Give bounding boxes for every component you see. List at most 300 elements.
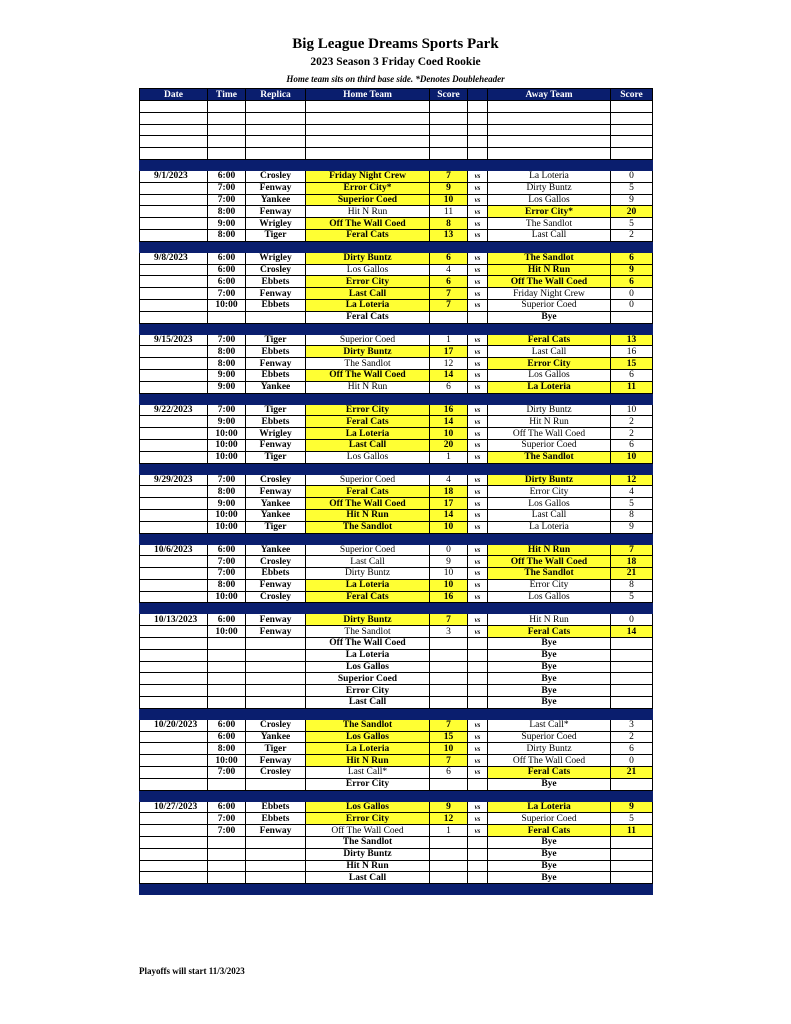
empty-cell: [140, 311, 208, 323]
empty-cell: [611, 638, 653, 650]
time-cell: 7:00: [208, 767, 246, 779]
bye-label-cell: Bye: [488, 848, 611, 860]
away-team-cell: Feral Cats: [488, 767, 611, 779]
home-score-cell: 6: [430, 276, 468, 288]
bye-team-cell: The Sandlot: [306, 837, 430, 849]
blank-cell: [468, 124, 488, 136]
date-cell: [140, 229, 208, 241]
away-team-cell: Hit N Run: [488, 264, 611, 276]
home-team-cell: Feral Cats: [306, 591, 430, 603]
game-row: [140, 755, 653, 767]
vs-cell: vs: [468, 743, 488, 755]
game-row: [140, 568, 653, 580]
date-cell: [140, 509, 208, 521]
game-row: [140, 825, 653, 837]
empty-cell: [430, 860, 468, 872]
separator-cell: [140, 463, 653, 474]
field-cell: Yankee: [246, 381, 306, 393]
empty-cell: [611, 661, 653, 673]
separator-cell: [140, 790, 653, 801]
away-score-cell: 2: [611, 428, 653, 440]
bye-row: [140, 649, 653, 661]
date-cell: [140, 813, 208, 825]
time-cell: 8:00: [208, 743, 246, 755]
home-score-cell: 1: [430, 825, 468, 837]
game-row: [140, 486, 653, 498]
away-team-cell: Feral Cats: [488, 334, 611, 346]
bye-label-cell: Bye: [488, 638, 611, 650]
home-score-cell: 6: [430, 381, 468, 393]
away-score-cell: 9: [611, 521, 653, 533]
home-score-cell: 7: [430, 719, 468, 731]
blank-cell: [140, 124, 208, 136]
schedule-table: [139, 88, 653, 895]
empty-cell: [468, 638, 488, 650]
bye-team-cell: Hit N Run: [306, 860, 430, 872]
vs-cell: vs: [468, 755, 488, 767]
empty-cell: [468, 673, 488, 685]
blank-cell: [488, 124, 611, 136]
field-cell: Fenway: [246, 206, 306, 218]
column-header-time: Time: [208, 89, 246, 101]
home-team-cell: La Loteria: [306, 579, 430, 591]
blank-cell: [140, 136, 208, 148]
vs-cell: vs: [468, 825, 488, 837]
empty-cell: [208, 778, 246, 790]
empty-cell: [140, 837, 208, 849]
home-score-cell: 6: [430, 252, 468, 264]
time-cell: 7:00: [208, 182, 246, 194]
field-cell: Tiger: [246, 521, 306, 533]
bye-row: [140, 661, 653, 673]
empty-cell: [430, 685, 468, 697]
time-cell: 6:00: [208, 544, 246, 556]
field-cell: Yankee: [246, 731, 306, 743]
time-cell: 9:00: [208, 218, 246, 230]
blank-cell: [246, 101, 306, 113]
home-score-cell: 14: [430, 509, 468, 521]
bye-row: [140, 848, 653, 860]
game-row: [140, 299, 653, 311]
home-score-cell: 10: [430, 428, 468, 440]
blank-cell: [430, 124, 468, 136]
away-score-cell: 6: [611, 369, 653, 381]
schedule-note: Home team sits on third base side. *Denotes Doubleheader: [286, 74, 505, 84]
blank-cell: [468, 136, 488, 148]
away-score-cell: 0: [611, 288, 653, 300]
vs-cell: vs: [468, 170, 488, 182]
empty-cell: [468, 685, 488, 697]
empty-cell: [246, 673, 306, 685]
away-score-cell: 12: [611, 474, 653, 486]
vs-cell: vs: [468, 486, 488, 498]
bye-team-cell: Error City: [306, 685, 430, 697]
date-cell: [140, 767, 208, 779]
home-team-cell: Los Gallos: [306, 451, 430, 463]
blank-row: [140, 136, 653, 148]
away-team-cell: Superior Coed: [488, 439, 611, 451]
blank-cell: [488, 148, 611, 160]
empty-cell: [468, 661, 488, 673]
away-score-cell: 4: [611, 486, 653, 498]
blank-cell: [611, 124, 653, 136]
vs-cell: vs: [468, 614, 488, 626]
bye-row: [140, 673, 653, 685]
bye-row: [140, 778, 653, 790]
home-score-cell: 7: [430, 170, 468, 182]
empty-cell: [430, 778, 468, 790]
vs-cell: vs: [468, 404, 488, 416]
time-cell: 7:00: [208, 288, 246, 300]
away-score-cell: 5: [611, 182, 653, 194]
blank-row: [140, 101, 653, 113]
field-cell: Ebbets: [246, 801, 306, 813]
home-score-cell: 8: [430, 218, 468, 230]
away-score-cell: 16: [611, 346, 653, 358]
field-cell: Fenway: [246, 614, 306, 626]
empty-cell: [208, 649, 246, 661]
field-cell: Fenway: [246, 288, 306, 300]
field-cell: Yankee: [246, 194, 306, 206]
empty-cell: [246, 685, 306, 697]
time-cell: 8:00: [208, 579, 246, 591]
column-header-home-team: Home Team: [306, 89, 430, 101]
empty-cell: [140, 697, 208, 709]
away-team-cell: The Sandlot: [488, 218, 611, 230]
home-score-cell: 17: [430, 346, 468, 358]
away-score-cell: 6: [611, 252, 653, 264]
home-score-cell: 7: [430, 755, 468, 767]
empty-cell: [140, 661, 208, 673]
home-score-cell: 13: [430, 229, 468, 241]
away-score-cell: 14: [611, 626, 653, 638]
week-separator: [140, 708, 653, 719]
game-row: [140, 474, 653, 486]
vs-cell: vs: [468, 381, 488, 393]
blank-cell: [488, 101, 611, 113]
bye-row: [140, 697, 653, 709]
home-team-cell: Off The Wall Coed: [306, 369, 430, 381]
separator-cell: [140, 323, 653, 334]
field-cell: Tiger: [246, 451, 306, 463]
empty-cell: [430, 837, 468, 849]
time-cell: 9:00: [208, 498, 246, 510]
week-separator: [140, 603, 653, 614]
empty-cell: [246, 661, 306, 673]
blank-cell: [488, 112, 611, 124]
blank-cell: [468, 112, 488, 124]
blank-cell: [208, 101, 246, 113]
away-score-cell: 10: [611, 404, 653, 416]
home-score-cell: 9: [430, 801, 468, 813]
time-cell: 7:00: [208, 194, 246, 206]
time-cell: 10:00: [208, 451, 246, 463]
time-cell: 6:00: [208, 614, 246, 626]
game-row: [140, 579, 653, 591]
field-cell: Ebbets: [246, 568, 306, 580]
column-header-away-team: Away Team: [488, 89, 611, 101]
away-score-cell: 9: [611, 194, 653, 206]
game-row: [140, 521, 653, 533]
away-team-cell: Superior Coed: [488, 299, 611, 311]
bye-label-cell: Bye: [488, 673, 611, 685]
blank-cell: [611, 101, 653, 113]
separator-cell: [140, 603, 653, 614]
time-cell: 10:00: [208, 509, 246, 521]
vs-cell: vs: [468, 626, 488, 638]
bye-label-cell: Bye: [488, 661, 611, 673]
home-team-cell: Last Call: [306, 439, 430, 451]
game-row: [140, 194, 653, 206]
blank-cell: [611, 136, 653, 148]
bye-label-cell: Bye: [488, 311, 611, 323]
field-cell: Crosley: [246, 556, 306, 568]
away-team-cell: Error City: [488, 358, 611, 370]
away-score-cell: 21: [611, 568, 653, 580]
separator-cell: [140, 393, 653, 404]
home-score-cell: 7: [430, 288, 468, 300]
vs-cell: vs: [468, 813, 488, 825]
bye-team-cell: Superior Coed: [306, 673, 430, 685]
away-score-cell: 21: [611, 767, 653, 779]
home-team-cell: Superior Coed: [306, 194, 430, 206]
date-cell: [140, 439, 208, 451]
game-row: [140, 801, 653, 813]
home-team-cell: Last Call*: [306, 767, 430, 779]
blank-cell: [468, 148, 488, 160]
away-score-cell: 0: [611, 755, 653, 767]
date-cell: [140, 416, 208, 428]
away-team-cell: Friday Night Crew: [488, 288, 611, 300]
date-cell: [140, 521, 208, 533]
away-team-cell: La Loteria: [488, 801, 611, 813]
vs-cell: vs: [468, 556, 488, 568]
away-score-cell: 6: [611, 439, 653, 451]
home-team-cell: Error City: [306, 276, 430, 288]
away-score-cell: 5: [611, 498, 653, 510]
bye-team-cell: Los Gallos: [306, 661, 430, 673]
home-team-cell: Los Gallos: [306, 264, 430, 276]
empty-cell: [468, 837, 488, 849]
field-cell: Fenway: [246, 825, 306, 837]
game-row: [140, 334, 653, 346]
away-score-cell: 8: [611, 579, 653, 591]
time-cell: 9:00: [208, 381, 246, 393]
vs-cell: vs: [468, 182, 488, 194]
time-cell: 6:00: [208, 264, 246, 276]
away-team-cell: La Loteria: [488, 521, 611, 533]
away-team-cell: Dirty Buntz: [488, 743, 611, 755]
vs-cell: vs: [468, 346, 488, 358]
table-end-separator: [140, 884, 653, 895]
bye-team-cell: Off The Wall Coed: [306, 638, 430, 650]
empty-cell: [246, 837, 306, 849]
empty-cell: [430, 638, 468, 650]
vs-cell: vs: [468, 264, 488, 276]
column-header-vs: [468, 89, 488, 101]
away-team-cell: The Sandlot: [488, 252, 611, 264]
empty-cell: [208, 685, 246, 697]
empty-cell: [468, 860, 488, 872]
home-score-cell: 6: [430, 767, 468, 779]
table-header-row: [140, 89, 653, 101]
time-cell: 10:00: [208, 428, 246, 440]
game-row: [140, 206, 653, 218]
field-cell: Tiger: [246, 334, 306, 346]
week-separator: [140, 241, 653, 252]
blank-cell: [306, 112, 430, 124]
empty-cell: [468, 311, 488, 323]
empty-cell: [468, 872, 488, 884]
away-score-cell: 9: [611, 264, 653, 276]
empty-cell: [246, 638, 306, 650]
vs-cell: vs: [468, 731, 488, 743]
blank-cell: [140, 101, 208, 113]
separator-cell: [140, 708, 653, 719]
away-score-cell: 5: [611, 218, 653, 230]
away-team-cell: Los Gallos: [488, 498, 611, 510]
away-team-cell: Los Gallos: [488, 194, 611, 206]
time-cell: 7:00: [208, 556, 246, 568]
game-row: [140, 509, 653, 521]
vs-cell: vs: [468, 439, 488, 451]
time-cell: 8:00: [208, 358, 246, 370]
separator-cell: [140, 159, 653, 170]
home-score-cell: 4: [430, 264, 468, 276]
date-cell: [140, 486, 208, 498]
away-score-cell: 0: [611, 614, 653, 626]
home-team-cell: La Loteria: [306, 428, 430, 440]
home-score-cell: 12: [430, 813, 468, 825]
time-cell: 6:00: [208, 276, 246, 288]
away-team-cell: Last Call: [488, 509, 611, 521]
home-team-cell: Superior Coed: [306, 544, 430, 556]
away-team-cell: Error City*: [488, 206, 611, 218]
vs-cell: vs: [468, 299, 488, 311]
date-cell: [140, 591, 208, 603]
empty-cell: [246, 649, 306, 661]
time-cell: 6:00: [208, 170, 246, 182]
game-row: [140, 719, 653, 731]
date-cell: [140, 358, 208, 370]
home-team-cell: Dirty Buntz: [306, 346, 430, 358]
home-score-cell: 14: [430, 416, 468, 428]
vs-cell: vs: [468, 416, 488, 428]
home-team-cell: Friday Night Crew: [306, 170, 430, 182]
week-separator: [140, 790, 653, 801]
vs-cell: vs: [468, 568, 488, 580]
blank-cell: [246, 136, 306, 148]
home-team-cell: Superior Coed: [306, 474, 430, 486]
blank-cell: [208, 124, 246, 136]
week-separator: [140, 393, 653, 404]
week-separator: [140, 533, 653, 544]
blank-cell: [430, 112, 468, 124]
date-cell: [140, 288, 208, 300]
vs-cell: vs: [468, 801, 488, 813]
vs-cell: vs: [468, 358, 488, 370]
bye-team-cell: Dirty Buntz: [306, 848, 430, 860]
time-cell: 7:00: [208, 334, 246, 346]
game-row: [140, 381, 653, 393]
empty-cell: [611, 649, 653, 661]
blank-cell: [246, 148, 306, 160]
date-cell: [140, 428, 208, 440]
field-cell: Yankee: [246, 509, 306, 521]
blank-cell: [208, 112, 246, 124]
home-team-cell: The Sandlot: [306, 626, 430, 638]
empty-cell: [208, 638, 246, 650]
home-team-cell: Los Gallos: [306, 801, 430, 813]
away-score-cell: 11: [611, 825, 653, 837]
away-score-cell: 13: [611, 334, 653, 346]
time-cell: 8:00: [208, 206, 246, 218]
date-cell: [140, 498, 208, 510]
blank-cell: [306, 148, 430, 160]
playoffs-note: Playoffs will start 11/3/2023: [139, 966, 245, 976]
time-cell: 6:00: [208, 801, 246, 813]
home-score-cell: 9: [430, 182, 468, 194]
empty-cell: [430, 649, 468, 661]
time-cell: 7:00: [208, 568, 246, 580]
home-team-cell: Feral Cats: [306, 416, 430, 428]
home-score-cell: 17: [430, 498, 468, 510]
time-cell: 6:00: [208, 719, 246, 731]
vs-cell: vs: [468, 288, 488, 300]
bye-label-cell: Bye: [488, 697, 611, 709]
date-cell: 9/1/2023: [140, 170, 208, 182]
vs-cell: vs: [468, 206, 488, 218]
away-score-cell: 5: [611, 591, 653, 603]
empty-cell: [246, 848, 306, 860]
bye-row: [140, 837, 653, 849]
blank-cell: [306, 124, 430, 136]
field-cell: Fenway: [246, 626, 306, 638]
game-row: [140, 369, 653, 381]
away-team-cell: Error City: [488, 486, 611, 498]
bye-team-cell: Error City: [306, 778, 430, 790]
away-score-cell: 2: [611, 731, 653, 743]
away-score-cell: 2: [611, 229, 653, 241]
date-cell: [140, 743, 208, 755]
bye-team-cell: Feral Cats: [306, 311, 430, 323]
home-score-cell: 7: [430, 299, 468, 311]
away-team-cell: Superior Coed: [488, 731, 611, 743]
game-row: [140, 614, 653, 626]
away-score-cell: 5: [611, 813, 653, 825]
empty-cell: [246, 860, 306, 872]
column-header-replica: Replica: [246, 89, 306, 101]
away-score-cell: 9: [611, 801, 653, 813]
away-team-cell: Hit N Run: [488, 544, 611, 556]
home-score-cell: 10: [430, 194, 468, 206]
vs-cell: vs: [468, 498, 488, 510]
away-team-cell: Last Call: [488, 229, 611, 241]
home-team-cell: Off The Wall Coed: [306, 218, 430, 230]
date-cell: [140, 206, 208, 218]
home-team-cell: La Loteria: [306, 299, 430, 311]
vs-cell: vs: [468, 451, 488, 463]
blank-cell: [140, 112, 208, 124]
field-cell: Fenway: [246, 579, 306, 591]
home-team-cell: Feral Cats: [306, 486, 430, 498]
empty-cell: [140, 872, 208, 884]
vs-cell: vs: [468, 252, 488, 264]
field-cell: Ebbets: [246, 369, 306, 381]
week-separator: [140, 463, 653, 474]
bye-label-cell: Bye: [488, 778, 611, 790]
home-score-cell: 10: [430, 521, 468, 533]
